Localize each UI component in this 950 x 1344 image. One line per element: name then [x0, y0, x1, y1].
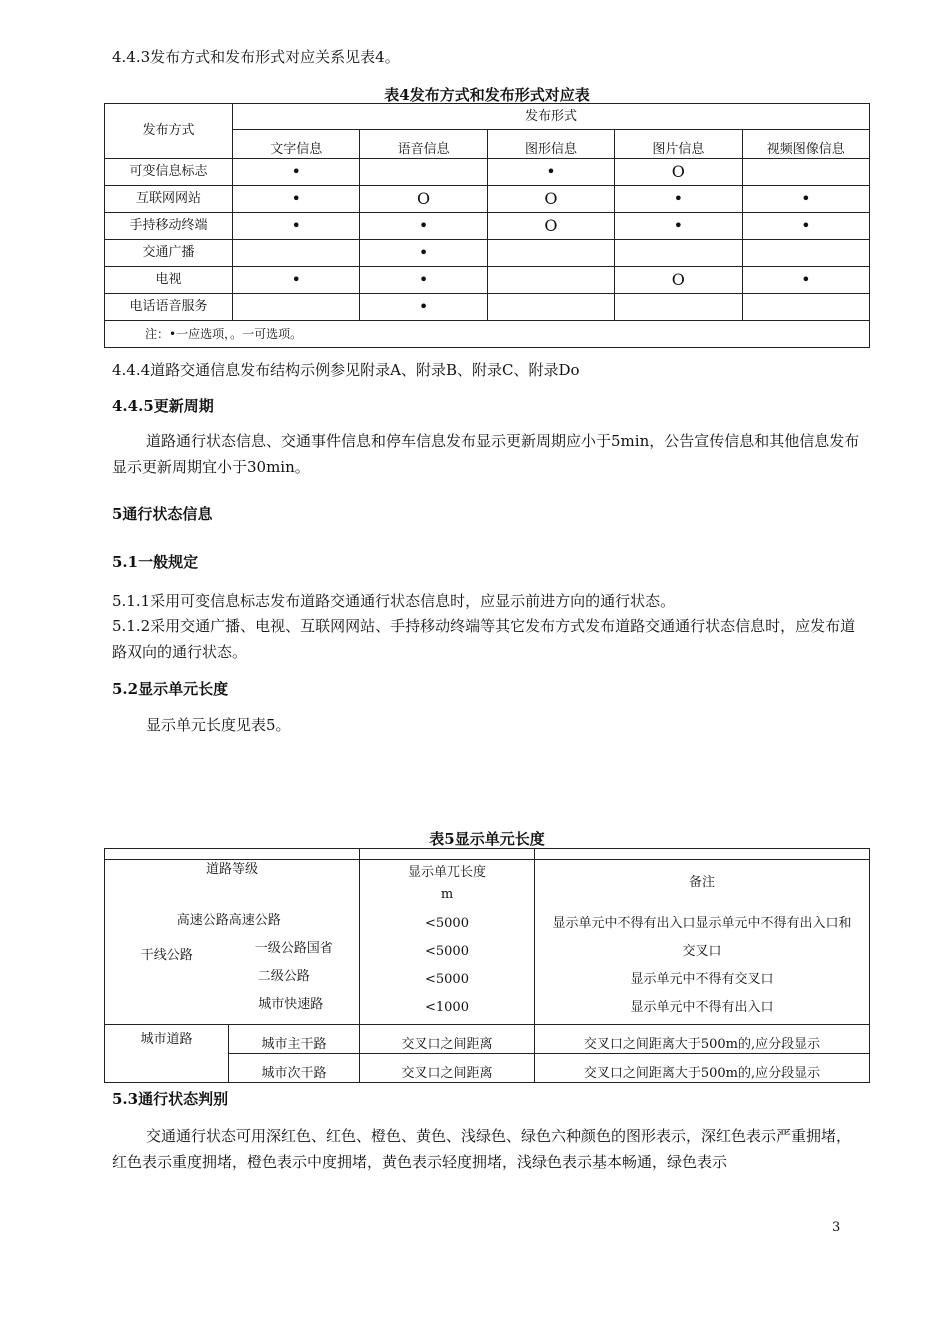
- table5-trunk-length: <5000: [425, 916, 469, 931]
- table4-cell: •: [615, 213, 742, 240]
- table4-cell: [615, 240, 742, 267]
- table5-urban-note: 交叉口之间距离大于500m的,应分段显示: [535, 1025, 870, 1054]
- table5-length-unit: m: [440, 887, 454, 902]
- table4-row: [105, 213, 870, 240]
- table5-urban-note: 交叉口之间距离大于500m的,应分段显示: [535, 1054, 870, 1083]
- table4-row: [105, 267, 870, 294]
- table4-form-group-header: 发布形式: [233, 104, 870, 130]
- table4-cell: O: [487, 186, 614, 213]
- table5-urban-type: 城市次干路: [229, 1054, 360, 1083]
- table4-cell: •: [615, 186, 742, 213]
- table4-cell: [487, 240, 614, 267]
- table4-cell: [742, 240, 869, 267]
- table4-method-cell: 可变信息标志: [105, 159, 233, 186]
- table5-trunk-type: 高速公路高速公路: [176, 913, 281, 928]
- table5-length-header: [360, 860, 535, 907]
- table5-trunk-type: 城市快速路: [258, 997, 324, 1012]
- table5-trunk-note: 显示单元中不得有交叉口: [630, 972, 774, 987]
- table5-trunk-length: <5000: [425, 972, 469, 987]
- paragraph-4-4-4: 4.4.4道路交通信息发布结构示例参见附录A、附录B、附录C、附录Do: [112, 361, 580, 379]
- table4-method-cell: 互联网网站: [105, 186, 233, 213]
- table4-method-cell: 交通广播: [105, 240, 233, 267]
- table4-cell: •: [742, 186, 869, 213]
- table5-trunk-length: <1000: [425, 1000, 469, 1015]
- paragraph-5-1-2: 5.1.2采用交通广播、电视、互联网网站、手持移动终端等其它发布方式发布道路交通通行状态信息时，应发布道路双向的通行状态。: [112, 617, 856, 661]
- table4-method-cell: 电视: [105, 267, 233, 294]
- table4-form-header: 视频图像信息: [742, 130, 869, 159]
- table4-row: [105, 294, 870, 321]
- table4-cell: •: [487, 159, 614, 186]
- table5-top-strip: [105, 849, 360, 860]
- table4-cell: [233, 294, 360, 321]
- table5-grade-header: 道路等级: [105, 860, 360, 907]
- table4-cell: O: [487, 213, 614, 240]
- table4-row: [105, 240, 870, 267]
- table4-cell: [360, 159, 487, 186]
- heading-5: 5通行状态信息: [112, 505, 213, 523]
- table4-cell: •: [360, 213, 487, 240]
- table4-cell: [487, 267, 614, 294]
- table4-form-header: 语音信息: [360, 130, 487, 159]
- table5-urban-length: 交叉口之间距离: [360, 1054, 535, 1083]
- table5: [104, 848, 870, 1083]
- table5-trunk-label: 干线公路: [105, 906, 229, 1025]
- table4-cell: •: [360, 267, 487, 294]
- table4-method-cell: 手持移动终端: [105, 213, 233, 240]
- paragraph-4-4-3: 4.4.3发布方式和发布形式对应关系见表4。: [112, 48, 400, 66]
- paragraph-5-2: 显示单元长度见表5。: [146, 716, 291, 734]
- page-number: 3: [832, 1220, 841, 1235]
- table5-urban-length: 交叉口之间距离: [360, 1025, 535, 1054]
- table4-cell: O: [615, 159, 742, 186]
- table4-row: [105, 186, 870, 213]
- table5-trunk-type: 二级公路: [257, 969, 310, 984]
- table4-cell: [487, 294, 614, 321]
- table5-trunk-notes: [535, 906, 870, 1025]
- heading-5-3: 5.3通行状态判别: [112, 1090, 229, 1108]
- heading-5-2: 5.2显示单元长度: [112, 680, 229, 698]
- table4-cell: •: [742, 213, 869, 240]
- paragraph-5-3: 交通通行状态可用深红色、红色、橙色、黄色、浅绿色、绿色六种颜色的图形表示，深红色表示严重拥堵，红色表示重度拥堵，橙色表示中度拥堵，黄色表示轻度拥堵，浅绿色表示基本畅通，绿色表示: [112, 1127, 852, 1171]
- table5-top-strip: [535, 849, 870, 860]
- table5-caption: 表5显示单元长度: [429, 830, 545, 848]
- table4-cell: •: [360, 240, 487, 267]
- table4-form-header: 图形信息: [487, 130, 614, 159]
- table5-trunk-types: [176, 906, 360, 1025]
- table5-trunk-type: 一级公路国省: [254, 941, 333, 956]
- table4-cell: [233, 240, 360, 267]
- paragraph-4-4-5: 道路通行状态信息、交通事件信息和停车信息发布显示更新周期应小于5min，公告宣传信息和其他信息发布显示更新周期宜小于30min。: [112, 432, 860, 476]
- table4-cell: [615, 294, 742, 321]
- table5-trunk-lengths: [360, 906, 535, 1025]
- table4-cell: •: [742, 267, 869, 294]
- table4-cell: •: [233, 213, 360, 240]
- table4-method-cell: 电话语音服务: [105, 294, 233, 321]
- table4-row: [105, 159, 870, 186]
- heading-4-4-5: 4.4.5更新周期: [112, 397, 214, 415]
- table4-form-header: 图片信息: [615, 130, 742, 159]
- table5-trunk-note: 交叉口: [682, 944, 722, 959]
- table5-trunk-note: 显示单元中不得有出入口: [630, 1000, 774, 1015]
- table4-cell: [742, 294, 869, 321]
- table4-cell: [742, 159, 869, 186]
- table4-cell: •: [233, 186, 360, 213]
- heading-5-1: 5.1一般规定: [112, 553, 199, 571]
- table4-cell: O: [615, 267, 742, 294]
- table5-row: [105, 1025, 870, 1054]
- table4: [104, 103, 870, 348]
- table5-length-label: 显示单兀长度: [407, 865, 486, 880]
- table5-trunk-length: <5000: [425, 944, 469, 959]
- table4-caption: 表4发布方式和发布形式对应表: [384, 86, 590, 104]
- table4-cell: O: [360, 186, 487, 213]
- table5-top-strip: [360, 849, 535, 860]
- table4-cell: •: [360, 294, 487, 321]
- paragraph-5-1-1: 5.1.1采用可变信息标志发布道路交通通行状态信息时，应显示前进方向的通行状态。: [112, 592, 676, 610]
- table4-cell: •: [233, 267, 360, 294]
- table5-trunk-note: 显示单元中不得有出入口显示单元中不得有出入口和: [552, 916, 852, 931]
- table5-urban-type: 城市主干路: [229, 1025, 360, 1054]
- table4-method-header: 发布方式: [105, 104, 233, 159]
- table4-note: 注：•一应选项，。一可选项。: [105, 321, 870, 348]
- table4-cell: •: [233, 159, 360, 186]
- table5-urban-label: 城市道路: [105, 1025, 229, 1083]
- table4-form-header: 文字信息: [233, 130, 360, 159]
- table5-note-header: 备注: [535, 860, 870, 907]
